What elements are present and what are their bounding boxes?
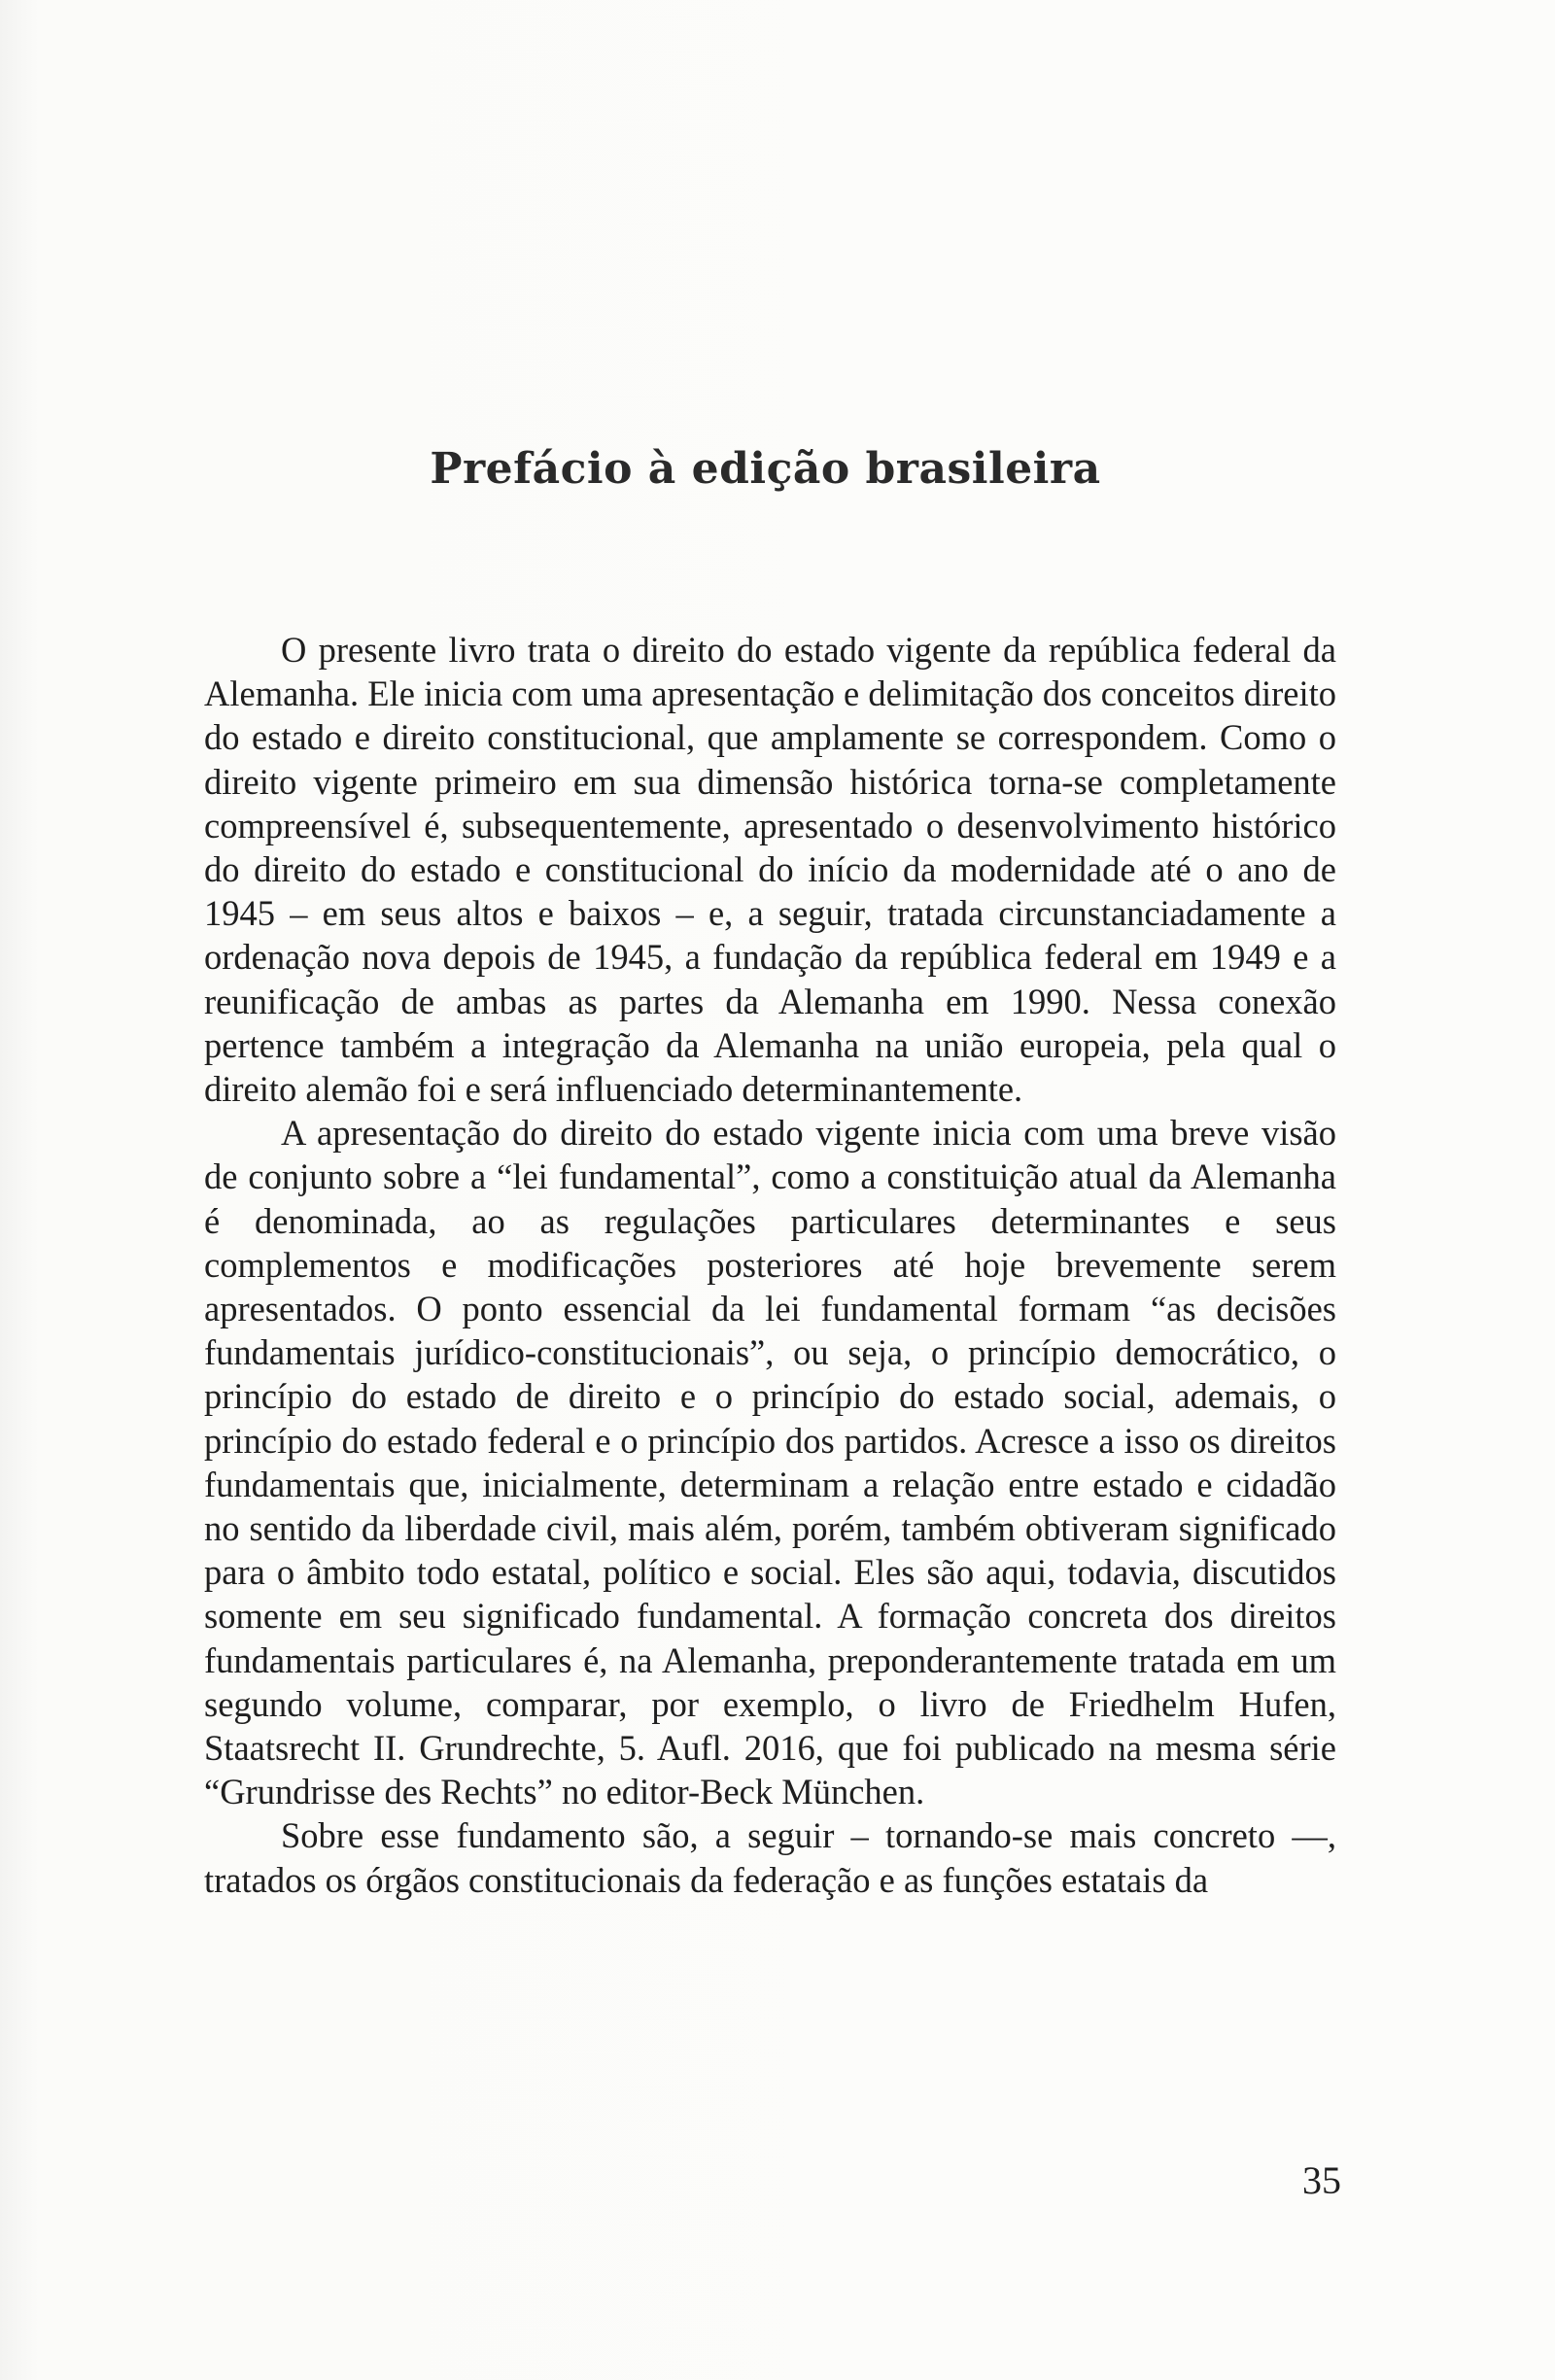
paragraph-2: A apresentação do direito do estado vigente inicia com uma breve visão de conjunto sobre a “lei fundamental”, como a constituição atual da Alemanha é denominada, ao as regulações particulares determinantes e seus complementos e modificações posteriores até hoje brevemente serem apresentados. O ponto essencial da lei fundamental formam “as decisões fundamentais jurídico-constitucionais”, ou seja, o princípio democrático, o princípio do estado de direito e o princípio do estado social, ademais, o princípio do estado federal e o princípio dos partidos. Acresce a isso os direitos fundamentais que, inicialmente, determinam a relação entre estado e cidadão no sentido da liberdade civil, mais além, porém, também obtiveram significado para o âmbito todo estatal, político e social. Eles são aqui, todavia, discutidos somente em seu significado fundamental. A formação concreta dos direitos fundamentais particulares é, na Alemanha, preponderantemente tratada em um segundo volume, comparar, por exemplo, o livro de Friedhelm Hufen, Staatsrecht II. Grundrechte, 5. Aufl. 2016, que foi publicado na mesma série “Grundrisse des Rechts” no editor-Beck München. <box>204 1113 1336 1812</box>
chapter-title: Prefácio à edição brasileira <box>430 444 1101 495</box>
paragraph-1: O presente livro trata o direito do estado vigente da república federal da Alemanha. Ele inicia com uma apresentação e delimitação dos conceitos direito do estado e direito constitucional, que amplamente se correspondem. Como o direito vigente primeiro em sua dimensão histórica torna-se completamente compreensível é, subsequentemente, apresentado o desenvolvimento histórico do direito do estado e constitucional do início da modernidade até o ano de 1945 – em seus altos e baixos – e, a seguir, tratada circunstanciadamente a ordenação nova depois de 1945, a fundação da república federal em 1949 e a reunificação de ambas as partes da Alemanha em 1990. Nessa conexão pertence também a integração da Alemanha na união europeia, pela qual o direito alemão foi e será influenciado determinantemente. <box>204 630 1336 1110</box>
page-number: 35 <box>1302 2158 1341 2202</box>
paragraph-3: Sobre esse fundamento são, a seguir – tornando-se mais concreto —, tratados os órgãos constitucionais da federação e as funções estatais da <box>204 1815 1336 1900</box>
body-text <box>204 628 1336 1902</box>
